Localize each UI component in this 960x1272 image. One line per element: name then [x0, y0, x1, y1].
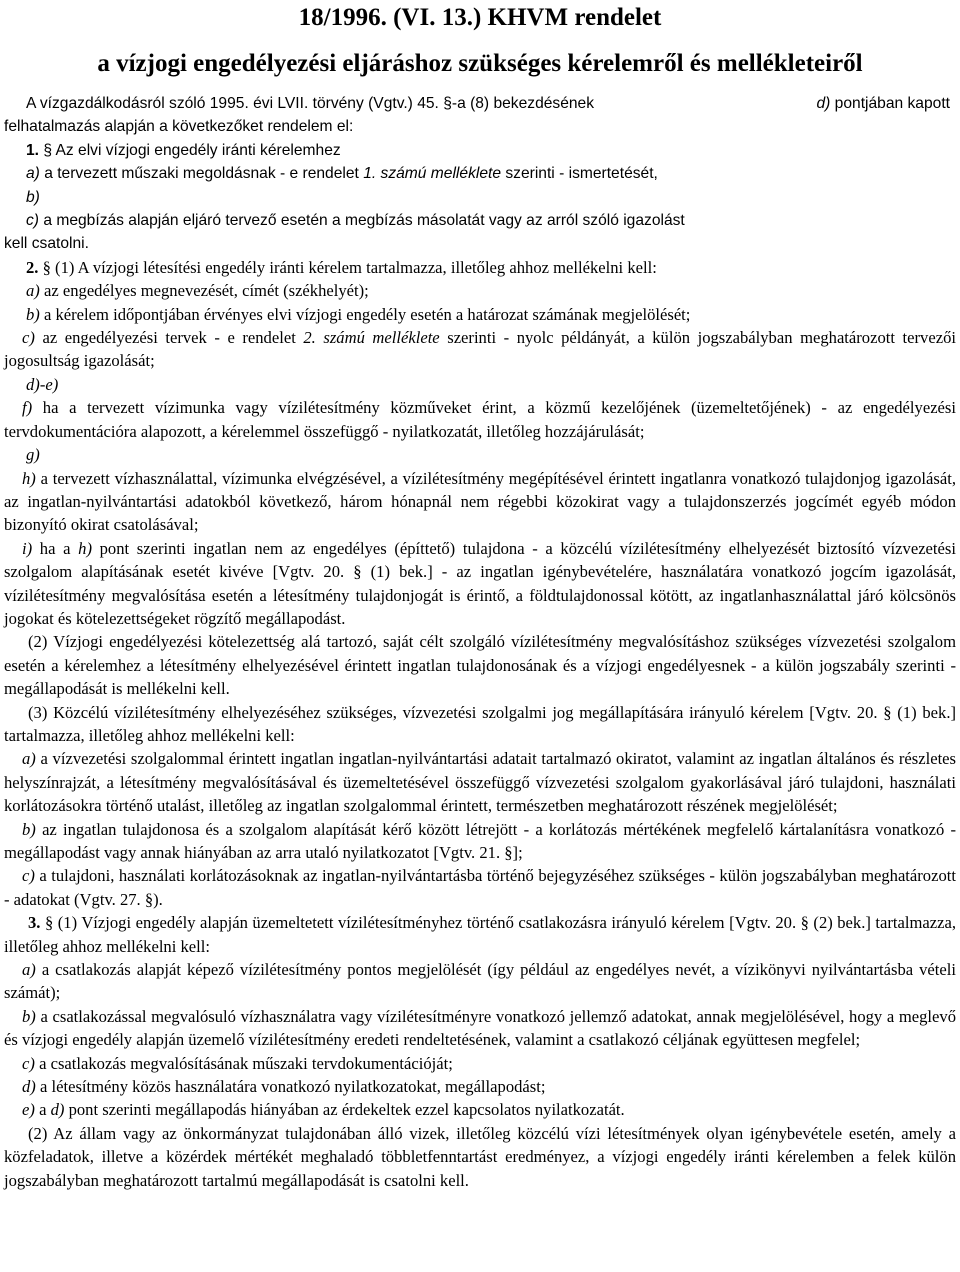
item-label: b) — [22, 1006, 36, 1026]
section-2-item-i — [4, 537, 956, 631]
item-label: a) — [26, 165, 40, 183]
item-text: a tervezett műszaki megoldásnak - e rendelet — [44, 165, 359, 183]
section-1-heading-text: § Az elvi vízjogi engedély iránti kérelemhez — [43, 141, 341, 159]
section-1-item-c — [4, 209, 956, 232]
item-label: e) — [22, 1100, 35, 1120]
item-text: ha a — [39, 538, 71, 558]
item-text-end: szerinti - ismertetését, — [505, 165, 658, 183]
section-3-item-e — [4, 1098, 956, 1121]
item-label: f) — [22, 398, 33, 418]
section-2-paragraph-1 — [4, 256, 956, 279]
item-label: h) — [22, 468, 36, 488]
item-text: a csatlakozás megvalósításának műszaki tervdokumentációját; — [39, 1053, 453, 1073]
preamble-text: A vízgazdálkodásról szóló 1995. évi LVII. törvény (Vgtv.) 45. §-a (8) bekezdésének — [26, 95, 595, 112]
paragraph-text: § (1) Vízjogi engedély alapján üzemeltetett vízilétesítményhez történő csatlakozásra irányuló kérelem [Vgtv. 20. § (2) bek.] tartalmazza, illetőleg ahhoz mellékelni kell: — [4, 913, 957, 956]
item-text: a vízvezetési szolgalommal érintett ingatlan ingatlan-nyilvántartási adatait tartalmazó okiratot, valamint az ingatlan általános és részletes helyszínrajzát, a létesítmény megvalósításával és üzemeltetésével összefüggő vízvezetési szolgalom gyakorlásával járó tulajdoni, használati korlátozásokra történő utalást, illetőleg az ingatlan szolgalommal érintett, természetben meghatározott részének megjelölését; — [4, 749, 957, 816]
item-label: g) — [26, 445, 40, 465]
section-2-paragraph-3: (3) Közcélú vízilétesítmény elhelyezéséhez szükséges, vízvezetési szolgalmi jog megállapítására irányuló kérelem [Vgtv. 20. § (1) bek.] tartalmazza, illetőleg ahhoz mellékelni kell: — [4, 702, 956, 745]
point-reference: d) — [50, 1100, 65, 1120]
item-text: az engedélyezési tervek - e rendelet — [42, 328, 296, 348]
item-label: a) — [22, 749, 36, 769]
point-reference: h) — [78, 538, 92, 558]
item-text-end: pont szerinti megállapodás hiányában az érdekeltek ezzel kapcsolatos nyilatkozatát. — [68, 1100, 625, 1120]
item-label: d)-e) — [26, 374, 59, 394]
preamble-line-1 — [4, 92, 956, 115]
section-2-paragraph-2: (2) Vízjogi engedélyezési kötelezettség alá tartozó, saját célt szolgáló vízilétesítmény megvalósításhoz szükséges vízvezetési szolgalom esetén a kérelemhez a létesítmény elhelyezésével érintett ingatlan tulajdonosának és a vízjogi engedélyesnek - a külön jogszabály szerinti - megállapodását is mellékelni kell. — [4, 632, 956, 699]
item-label: b) — [22, 819, 36, 839]
section-1-number: 1. — [26, 141, 40, 159]
section-2-item-f — [4, 396, 956, 443]
section-2-number: 2. — [26, 257, 39, 277]
section-1-heading — [4, 139, 956, 162]
section-2-item-b — [4, 303, 956, 326]
paragraph-text: § (1) A vízjogi létesítési engedély iránti kérelem tartalmazza, illetőleg ahhoz mellékelni kell: — [42, 257, 657, 277]
preamble-text-end: pontjában kapott — [834, 95, 950, 112]
section-2-paragraph-3-item-a — [4, 747, 956, 817]
section-3-item-a — [4, 958, 956, 1005]
item-text: a tulajdoni, használati korlátozásoknak az ingatlan-nyilvántartásba történő bejegyzéséhez szükséges - külön jogszabályban meghatározott - adatokat (Vgtv. 27. §). — [4, 866, 956, 909]
section-2-item-a — [4, 279, 956, 302]
section-3-paragraph-2: (2) Az állam vagy az önkormányzat tulajdonában álló vizek, illetőleg közcélú vízi létesítmények olyan igénybevétele esetén, amely a közfeladatok, illetve a közérdek mértékét meghaladó többletfenntartást eredményez, a vízjogi engedély iránti kérelemben a felek külön jogszabályban meghatározott tartalmú megállapodását is csatolni kell. — [4, 1123, 956, 1190]
item-label: b) — [26, 304, 40, 324]
section-3-paragraph-1 — [4, 911, 956, 958]
item-label: c) — [26, 212, 39, 230]
item-text-end: szerinti - nyolc példányát, a külön jogszabályban meghatározott tervezői jogosultság igazolását; — [4, 328, 956, 371]
section-2-item-g — [4, 443, 956, 466]
item-text: a csatlakozás alapját képező vízilétesítmény pontos megjelölését (így például az engedélyes nevét, a vízikönyvi nyilvántartásba vételi számát); — [4, 960, 956, 1003]
section-3-item-c — [4, 1052, 956, 1075]
preamble-line-2: felhatalmazás alapján a következőket rendelem el: — [4, 118, 354, 136]
item-text: a tervezett vízhasználattal, vízimunka elvégzésével, a vízilétesítmény megépítésével érintett ingatlanra vonatkozó tulajdonjog igazolását, az ingatlan-nyilvántartási adatokból következő, három hónapnál nem régebbi közokirat vagy a tulajdonszerzés jogcímét egyéb módon bizonyító okirat csatolásával; — [4, 468, 956, 535]
preamble-point-ref: d) — [816, 95, 831, 112]
item-label: c) — [22, 866, 35, 886]
annex-reference: 2. számú melléklete — [303, 328, 440, 348]
item-label: a) — [26, 281, 40, 301]
item-label: c) — [22, 328, 35, 348]
document-subtitle: a vízjogi engedélyezési eljáráshoz szükséges kérelemről és mellékleteiről — [97, 50, 863, 77]
document-title: 18/1996. (VI. 13.) KHVM rendelet — [298, 4, 662, 31]
item-text: a — [39, 1100, 47, 1120]
section-2-item-d-e — [4, 373, 956, 396]
item-text: az ingatlan tulajdonosa és a szolgalom alapítását kérő között létrejött - a korlátozás mértékének megfelelő kártalanításra vonatkozó - megállapodást vagy annak hiányában az arra utaló nyilatkozatot [Vgtv. 21. §]; — [4, 819, 956, 862]
section-3-item-b — [4, 1005, 956, 1052]
item-label: d) — [22, 1077, 36, 1097]
item-text: a kérelem időpontjában érvényes elvi vízjogi engedély esetén a határozat számának megjelölését; — [43, 304, 691, 324]
item-text: az engedélyes megnevezését, címét (székhelyét); — [43, 281, 369, 301]
section-2-item-h — [4, 467, 956, 537]
item-text: a megbízás alapján eljáró tervező esetén a megbízás másolatát vagy az arról szóló igazolást — [43, 212, 685, 230]
item-text-end: pont szerinti ingatlan nem az engedélyes (építtető) tulajdona - a közcélú vízilétesítmény elhelyezését biztosító vízvezetési szolgalom alapításának esetét kivéve [Vgtv. 20. § (1) bek.] - az ingatlan igénybevételére, használatára vonatkozó jogcím igazolását, vízilétesítmény megvalósítása esetén a létesítmény tulajdonjogát is érintő, a földtulajdonossal kötött, az ingatlanhasználattal járó kölcsönös jogokat és kötelezettségeket rögzítő megállapodást. — [4, 538, 956, 628]
section-3-item-d — [4, 1075, 956, 1098]
item-text: a csatlakozással megvalósuló vízhasználatra vagy vízilétesítményre vonatkozó jellemző adatokat, annak megjelölésével, hogy a meglevő és vízjogi engedély alapján üzemelő vízilétesítmény eredeti rendeltetésének, valamint a csatlakozó céljának együttesen megfelel; — [4, 1006, 957, 1050]
item-label: c) — [22, 1053, 35, 1073]
section-1-item-a — [4, 162, 956, 185]
section-3-number: 3. — [28, 913, 41, 933]
item-label: i) — [22, 538, 33, 558]
document-body — [4, 92, 956, 1192]
annex-reference: 1. számú melléklete — [363, 165, 502, 183]
document-page — [4, 0, 956, 1192]
item-text: ha a tervezett vízimunka vagy vízilétesítmény közműveket érint, a közmű kezelőjének (üzemeltetőjének) - az engedélyezési tervdokumentációra alapozott, a kérelemmel összefüggő - nyilatkozatát, illetőleg hozzájárulását; — [4, 398, 956, 441]
section-2-paragraph-3-item-b — [4, 818, 956, 865]
section-2-paragraph-3-item-c — [4, 864, 956, 911]
item-label: a) — [22, 960, 36, 980]
section-1-item-b — [4, 186, 956, 209]
item-label: b) — [26, 188, 40, 206]
section-1-item-c-continued: kell csatolni. — [4, 235, 89, 253]
item-text: a létesítmény közös használatára vonatkozó nyilatkozatokat, megállapodást; — [39, 1077, 546, 1097]
section-2-item-c — [4, 326, 956, 373]
